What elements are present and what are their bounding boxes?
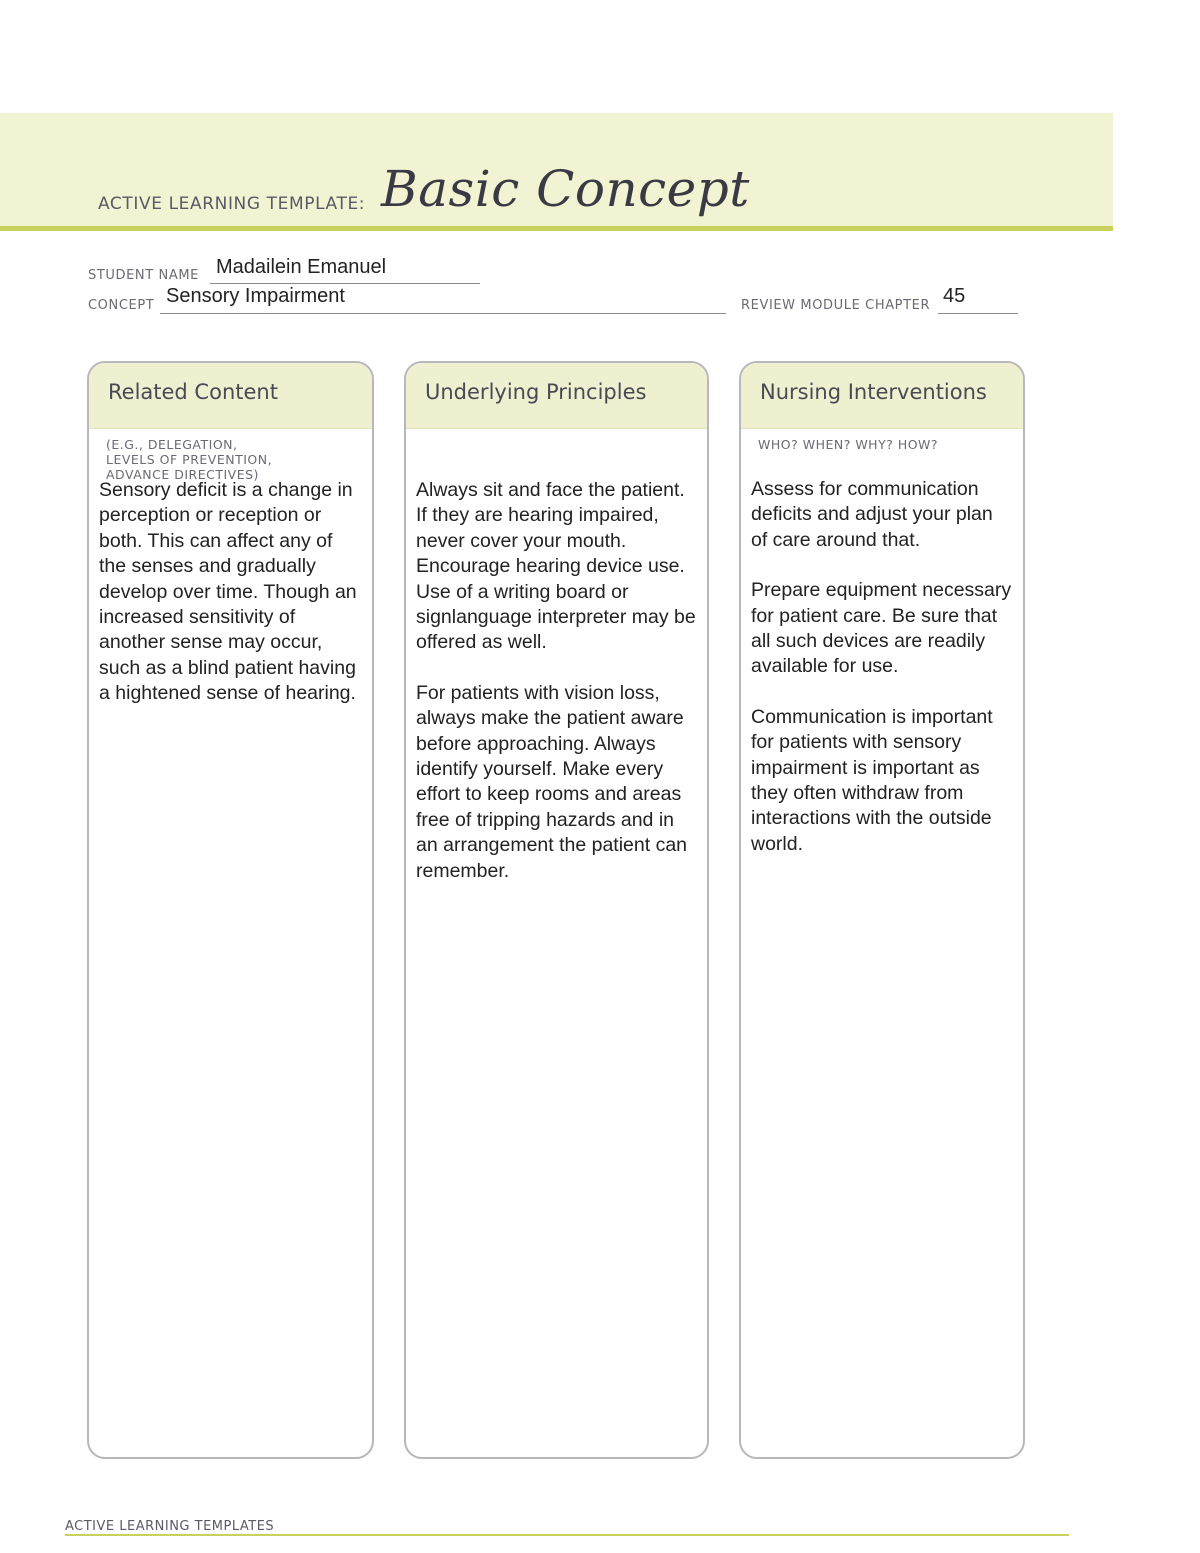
related-content-panel xyxy=(87,361,374,1459)
related-content-hint: (E.G., DELEGATION, LEVELS OF PREVENTION, ADVANCE DIRECTIVES) xyxy=(106,437,273,482)
nursing-interventions-panel xyxy=(739,361,1025,1459)
concept-label: CONCEPT xyxy=(88,298,155,313)
chapter-field[interactable]: 45 xyxy=(943,285,966,307)
concept-line xyxy=(160,313,726,314)
related-content-heading: Related Content xyxy=(89,363,372,429)
paragraph: Sensory deficit is a change in perception or reception or both. This can affect any of the senses and gradually develop over time. Though an increased sensitivity of another sense may occur, such as a blind patient having a hightened sense of hearing. xyxy=(99,479,357,705)
chapter-label: REVIEW MODULE CHAPTER xyxy=(741,298,931,313)
chapter-line xyxy=(938,313,1018,314)
template-label: ACTIVE LEARNING TEMPLATE: xyxy=(98,194,366,214)
paragraph: Prepare equipment necessary for patient care. Be sure that all such devices are readily available for use. xyxy=(751,579,1012,678)
page-title: Basic Concept xyxy=(381,160,750,218)
footer-label: ACTIVE LEARNING TEMPLATES xyxy=(65,1519,275,1534)
paragraph: Always sit and face the patient. If they are hearing impaired, never cover your mouth. Encourage hearing device use. Use of a writing board or signlanguage interpreter may be offered as well. xyxy=(416,479,696,654)
student-name-line xyxy=(210,283,480,284)
concept-field[interactable]: Sensory Impairment xyxy=(166,285,345,307)
paragraph: Assess for communication deficits and adjust your plan of care around that. xyxy=(751,478,993,551)
underlying-principles-heading: Underlying Principles xyxy=(406,363,707,429)
footer-divider xyxy=(65,1534,1069,1536)
nursing-interventions-text[interactable] xyxy=(751,477,1013,882)
student-name-field[interactable]: Madailein Emanuel xyxy=(216,256,387,278)
underlying-principles-panel xyxy=(404,361,709,1459)
related-content-text[interactable] xyxy=(99,478,362,732)
underlying-principles-text[interactable] xyxy=(416,478,697,909)
nursing-interventions-heading: Nursing Interventions xyxy=(741,363,1023,429)
nursing-interventions-hint: WHO? WHEN? WHY? HOW? xyxy=(758,437,939,452)
student-name-label: STUDENT NAME xyxy=(88,268,199,283)
paragraph: Communication is important for patients with sensory impairment is important as they often withdraw from interactions with the outside world. xyxy=(751,705,993,855)
header-divider xyxy=(0,226,1113,231)
paragraph: For patients with vision loss, always make the patient aware before approaching. Always identify yourself. Make every effort to keep rooms and areas free of tripping hazards and in an arrangement the patient can remember. xyxy=(416,681,688,882)
